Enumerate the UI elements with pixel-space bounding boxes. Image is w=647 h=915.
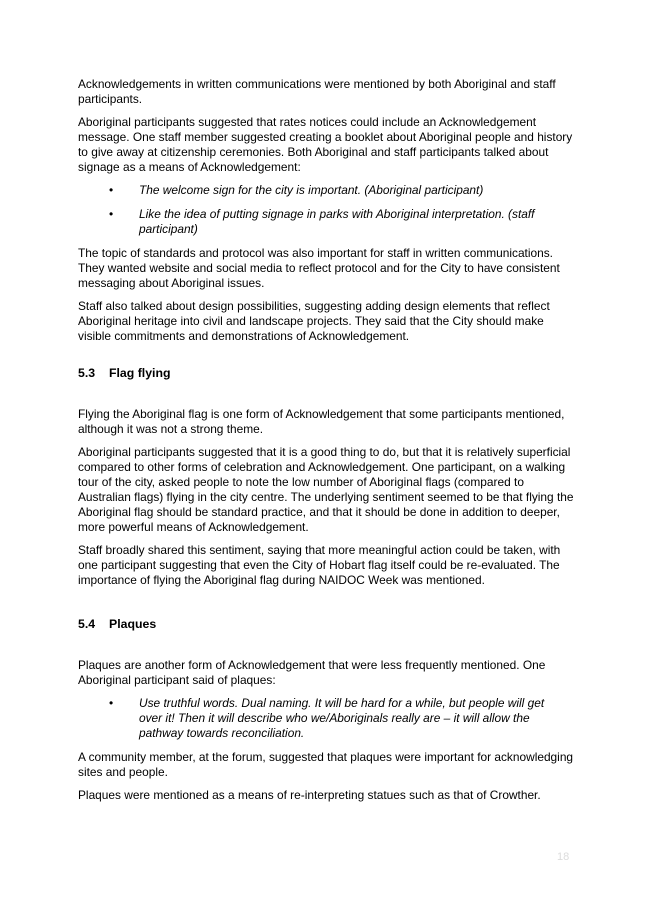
flag-paragraph-1: Flying the Aboriginal flag is one form of Acknowledgement that some participants mentioned, although it was not a strong theme. [78, 407, 565, 436]
section-heading-plaques [78, 617, 578, 632]
quote-text: Like the idea of putting signage in parks with Aboriginal interpretation. (staff participant) [139, 207, 535, 236]
quote-text: Use truthful words. Dual naming. It will be hard for a while, but people will get over it! Then it will describe who we/Aboriginals really are – it will allow the pathway towards reconciliation. [139, 696, 545, 740]
quote-item [78, 207, 578, 237]
plaques-quote-list [78, 696, 578, 741]
bullet-icon: • [109, 183, 114, 197]
intro-paragraph-4: Staff also talked about design possibilities, suggesting adding design elements that reflect Aboriginal heritage into civil and landscape projects. They said that the City should make visible commitments and demonstrations of Acknowledgement. [78, 299, 550, 343]
plaques-paragraph-3: Plaques were mentioned as a means of re-interpreting statues such as that of Crowther. [78, 788, 541, 802]
quote-text: The welcome sign for the city is important. (Aboriginal participant) [139, 183, 484, 197]
intro-paragraph-1: Acknowledgements in written communications were mentioned by both Aboriginal and staff participants. [78, 77, 556, 106]
flag-paragraph-3: Staff broadly shared this sentiment, saying that more meaningful action could be taken, with one participant suggesting that even the City of Hobart flag itself could be re-evaluated. The importance of flying the Aboriginal flag during NAIDOC Week was mentioned. [78, 543, 561, 587]
bullet-icon: • [109, 207, 114, 221]
bullet-icon: • [109, 696, 114, 710]
page-content [78, 77, 578, 811]
section-title: Flag flying [109, 366, 171, 380]
section-heading-flag-flying [78, 366, 578, 381]
intro-paragraph-3: The topic of standards and protocol was also important for staff in written communications. They wanted website and social media to reflect protocol and for the City to have consistent messaging about Aboriginal issues. [78, 246, 560, 290]
flag-paragraph-2: Aboriginal participants suggested that it is a good thing to do, but that it is relatively superficial compared to other forms of celebration and Acknowledgement. One participant, on a walking tour of the city, asked people to note the low number of Aboriginal flags (compared to Australian flags) flying in the city centre. The underlying sentiment seemed to be that flying the Aboriginal flag should be standard practice, and that it should be done in addition to deeper, more powerful means of Acknowledgement. [78, 445, 574, 534]
plaques-paragraph-2: A community member, at the forum, suggested that plaques were important for acknowledging sites and people. [78, 750, 574, 779]
plaques-paragraph-1: Plaques are another form of Acknowledgement that were less frequently mentioned. One Aboriginal participant said of plaques: [78, 658, 546, 687]
section-title: Plaques [109, 617, 157, 631]
quote-item [78, 696, 578, 741]
section-number: 5.3 [78, 366, 96, 380]
intro-paragraph-2: Aboriginal participants suggested that rates notices could include an Acknowledgement message. One staff member suggested creating a booklet about Aboriginal people and history to give away at citizenship ceremonies. Both Aboriginal and staff participants talked about signage as a means of Acknowledgement: [78, 115, 573, 174]
section-number: 5.4 [78, 617, 96, 631]
quote-item [78, 183, 578, 198]
signage-quote-list [78, 183, 578, 237]
page-number: 18 [557, 851, 570, 863]
